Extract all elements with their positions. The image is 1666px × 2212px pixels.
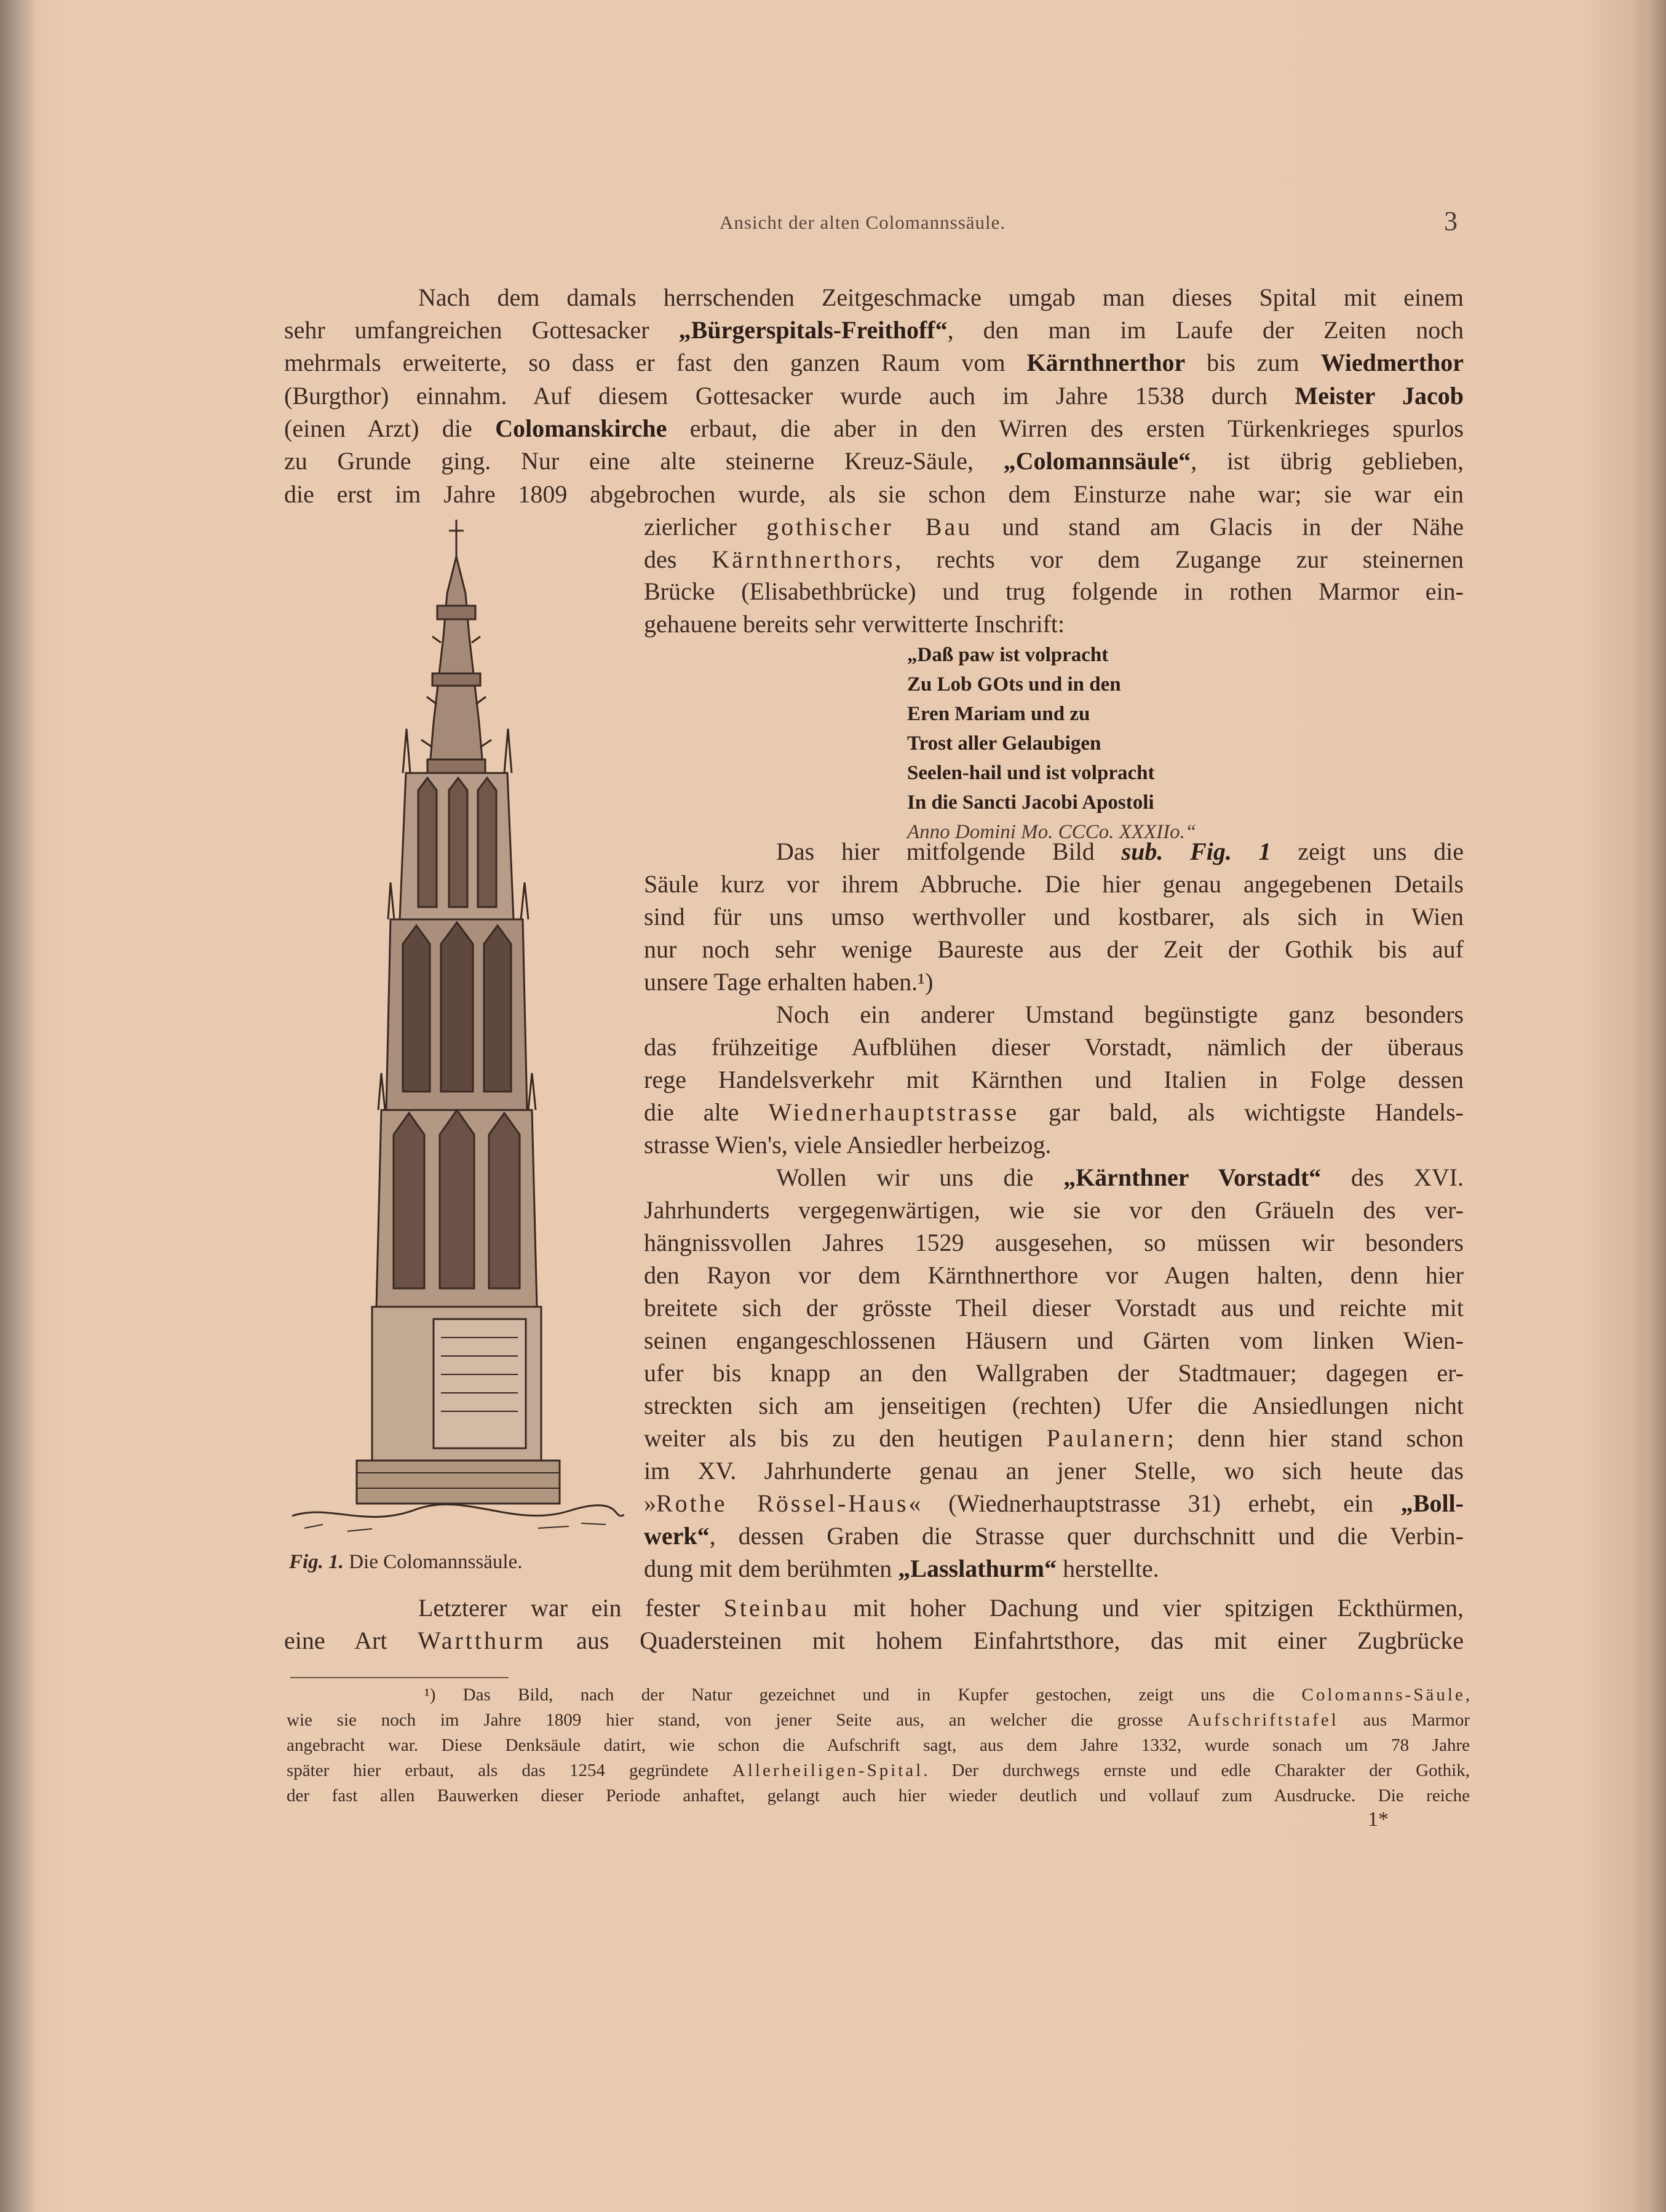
text-line: Nach dem damals herrschenden Zeitgeschmacke umgab man dieses Spital mit einem bbox=[418, 283, 1464, 311]
page-edge-left bbox=[0, 0, 37, 2212]
text-line: Wollen wir uns die „Kärnthner Vorstadt“ des XVI. bbox=[776, 1163, 1464, 1191]
text-line: Jahrhunderts vergegenwärtigen, wie sie vor den Gräueln des ver- bbox=[644, 1196, 1464, 1224]
text-line: strasse Wien's, viele Ansiedler herbeizog. bbox=[644, 1131, 1052, 1159]
page-number: 3 bbox=[1444, 206, 1458, 236]
inscription-line: „Daß paw ist volpracht bbox=[907, 644, 1109, 666]
text-line: zierlicher gothischer Bau und stand am Glacis in der Nähe bbox=[644, 513, 1464, 541]
footnote-line: angebracht war. Diese Denksäule datirt, wie schon die Aufschrift sagt, aus dem Jahre 1332, wurde sonach um 78 Jahre bbox=[287, 1735, 1470, 1755]
text-line: seinen engangeschlossenen Häusern und Gärten vom linken Wien- bbox=[644, 1326, 1464, 1354]
figure-caption bbox=[289, 1551, 522, 1574]
footnote-line: ¹) Das Bild, nach der Natur gezeichnet und in Kupfer gestochen, zeigt uns die Colomanns-Säule, bbox=[424, 1685, 1470, 1705]
figure-label: Fig. 1. bbox=[289, 1551, 344, 1573]
text-line: sind für uns umso werthvoller und kostbarer, als sich in Wien bbox=[644, 903, 1464, 930]
inscription-line: Anno Domini Mo. CCCo. XXXIIo.“ bbox=[907, 821, 1197, 843]
text-line: streckten sich am jenseitigen (rechten) Ufer die Ansiedlungen nicht bbox=[644, 1392, 1464, 1419]
illustration-tablet bbox=[434, 1319, 526, 1448]
illustration-ground bbox=[292, 1504, 624, 1516]
illustration-niche bbox=[394, 1110, 520, 1288]
text-line: Noch ein anderer Umstand begünstigte ganz besonders bbox=[776, 1001, 1464, 1028]
illustration-niche bbox=[418, 778, 496, 907]
illustration-band bbox=[427, 759, 485, 773]
footnote-divider bbox=[290, 1677, 509, 1678]
illustration-spire bbox=[430, 557, 483, 766]
figure-title: Die Colomannssäule. bbox=[349, 1551, 523, 1573]
text-line: hängnissvollen Jahres 1529 ausgesehen, so müssen wir besonders bbox=[644, 1229, 1464, 1256]
text-line: das frühzeitige Aufblühen dieser Vorstadt, nämlich der überaus bbox=[644, 1033, 1464, 1061]
text-line: die alte Wiednerhauptstrasse gar bald, als wichtigste Handels- bbox=[644, 1098, 1464, 1126]
illustration-band bbox=[432, 673, 480, 686]
text-line: weiter als bis zu den heutigen Paulanern; denn hier stand schon bbox=[644, 1424, 1464, 1452]
text-line: dung mit dem berühmten „Lasslathurm“ herstellte. bbox=[644, 1555, 1159, 1582]
illustration-band bbox=[437, 606, 475, 619]
text-line: Das hier mitfolgende Bild sub. Fig. 1 zeigt uns die bbox=[776, 838, 1464, 865]
text-line: eine Art Wartthurm aus Quadersteinen mit hohem Einfahrtsthore, das mit einer Zugbrücke bbox=[284, 1627, 1464, 1654]
illustration-niche bbox=[403, 922, 511, 1092]
text-line: »Rothe Rössel-Haus« (Wiednerhauptstrasse 31) erhebt, ein „Boll- bbox=[644, 1489, 1464, 1517]
text-line: rege Handelsverkehr mit Kärnthen und Italien in Folge dessen bbox=[644, 1066, 1464, 1093]
inscription-line: In die Sancti Jacobi Apostoli bbox=[907, 791, 1154, 814]
text-line: im XV. Jahrhunderte genau an jener Stelle, wo sich heute das bbox=[644, 1457, 1464, 1485]
text-line: gehauene bereits sehr verwitterte Inschrift: bbox=[644, 610, 1065, 638]
text-line: (Burgthor) einnahm. Auf diesem Gottesacker wurde auch im Jahre 1538 durch Meister Jacob bbox=[284, 382, 1464, 410]
text-line: Säule kurz vor ihrem Abbruche. Die hier genau angegebenen Details bbox=[644, 870, 1464, 898]
text-line: die erst im Jahre 1809 abgebrochen wurde, als sie schon dem Einsturze nahe war; sie war ein bbox=[284, 480, 1464, 508]
illustration-base bbox=[357, 1461, 560, 1504]
footnote-line: der fast allen Bauwerken dieser Periode anhaftet, gelangt auch hier wieder deutlich und vollauf zum Ausdrucke. Die reiche bbox=[287, 1786, 1470, 1806]
text-line: nur noch sehr wenige Baureste aus der Zeit der Gothik bis auf bbox=[644, 935, 1464, 963]
text-line: zu Grunde ging. Nur eine alte steinerne Kreuz-Säule, „Colomannsäule“, ist übrig geblieben, bbox=[284, 447, 1464, 475]
text-line: den Rayon vor dem Kärnthnerthore vor Augen halten, denn hier bbox=[644, 1261, 1464, 1289]
text-line: Letzterer war ein fester Steinbau mit hoher Dachung und vier spitzigen Eckthürmen, bbox=[418, 1594, 1464, 1622]
text-line: ufer bis knapp an den Wallgraben der Stadtmauer; dagegen er- bbox=[644, 1359, 1464, 1387]
text-line: mehrmals erweiterte, so dass er fast den ganzen Raum vom Kärnthnerthor bis zum Wiedmerthor bbox=[284, 349, 1464, 376]
inscription-line: Seelen-hail und ist volpracht bbox=[907, 762, 1155, 784]
text-line: breitete sich der grösste Theil dieser Vorstadt aus und reichte mit bbox=[644, 1294, 1464, 1322]
text-line: unsere Tage erhalten haben.¹) bbox=[644, 968, 934, 996]
inscription-line: Trost aller Gelaubigen bbox=[907, 732, 1101, 755]
footnote-line: wie sie noch im Jahre 1809 hier stand, von jener Seite aus, an welcher die grosse Aufschriftstafel aus Marmor bbox=[287, 1710, 1470, 1730]
colomannssaeule-illustration bbox=[280, 520, 624, 1553]
text-line: sehr umfangreichen Gottesacker „Bürgerspitals-Freithoff“, den man im Laufe der Zeiten noch bbox=[284, 316, 1464, 344]
running-header: Ansicht der alten Colomannssäule. bbox=[720, 212, 1006, 233]
text-line: des Kärnthnerthors, rechts vor dem Zugange zur steinernen bbox=[644, 545, 1464, 573]
footnote-line: später hier erbaut, als das 1254 gegründete Allerheiligen-Spital. Der durchwegs ernste und edle Charakter der Gothik, bbox=[287, 1761, 1470, 1780]
inscription-line: Eren Mariam und zu bbox=[907, 703, 1090, 725]
text-line: (einen Arzt) die Colomanskirche erbaut, die aber in den Wirren des ersten Türkenkrieges spurlos bbox=[284, 414, 1464, 442]
illustration-stroke bbox=[304, 1523, 606, 1531]
inscription-line: Zu Lob GOts und in den bbox=[907, 673, 1121, 696]
text-line: werk“, dessen Graben die Strasse quer durchschnitt und die Verbin- bbox=[644, 1522, 1464, 1550]
page-edge-right bbox=[1632, 0, 1666, 2212]
text-line: Brücke (Elisabethbrücke) und trug folgende in rothen Marmor ein- bbox=[644, 577, 1464, 605]
signature-mark: 1* bbox=[1368, 1808, 1389, 1831]
